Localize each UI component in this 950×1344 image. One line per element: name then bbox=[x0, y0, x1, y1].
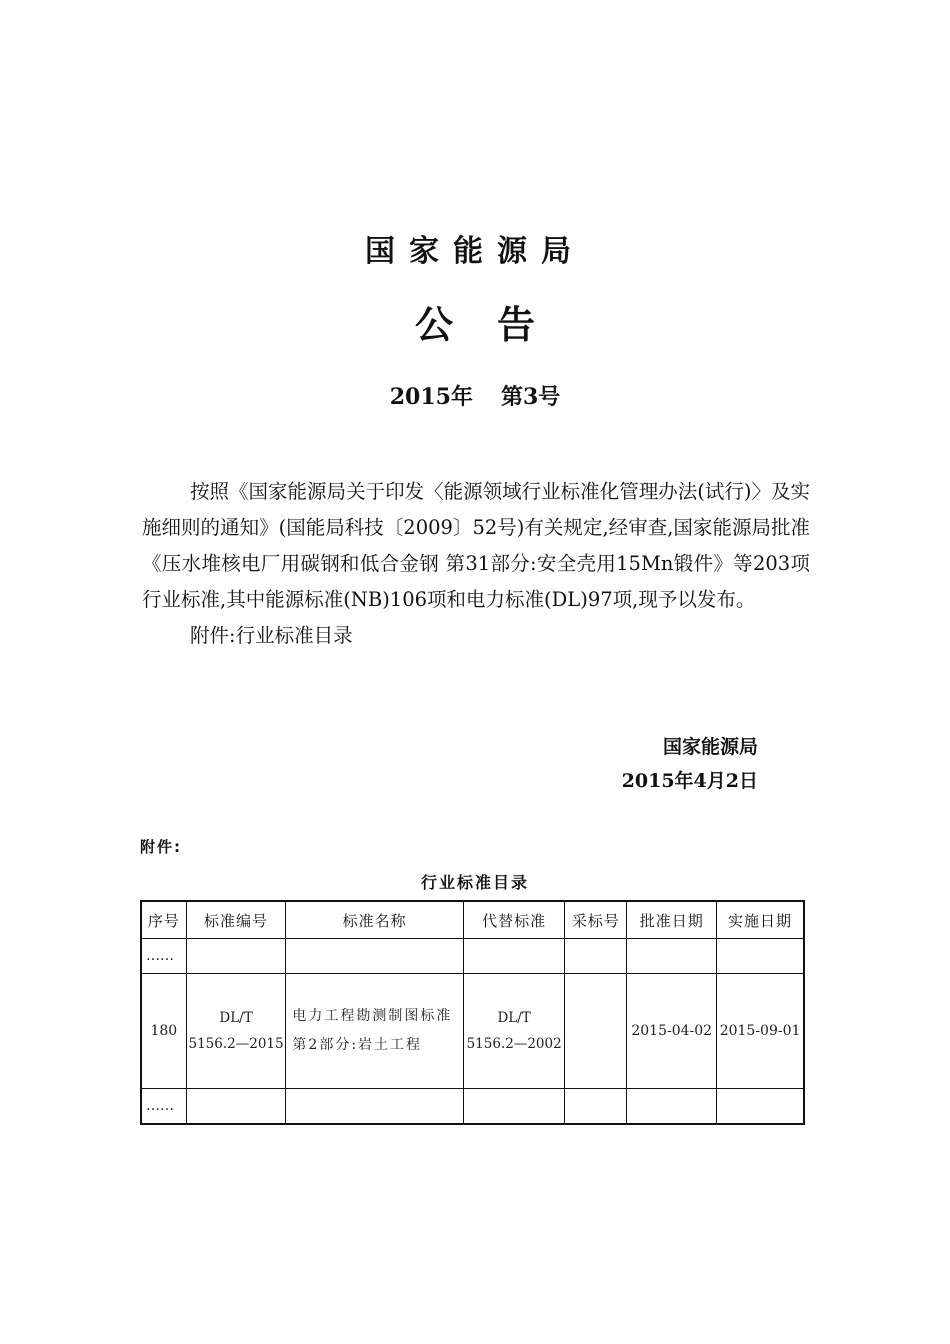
cell-seq: 180 bbox=[141, 974, 186, 1089]
col-code: 标准编号 bbox=[186, 901, 286, 939]
col-name: 标准名称 bbox=[286, 901, 463, 939]
notice-title: 公告 bbox=[414, 303, 579, 347]
code-line1: DL/T bbox=[219, 1010, 253, 1026]
col-replaces: 代替标准 bbox=[463, 901, 565, 939]
table-row-ellipsis bbox=[141, 1089, 804, 1125]
col-seq: 序号 bbox=[141, 901, 186, 939]
signature-date: 2015年4月2日 bbox=[621, 770, 758, 792]
cell-implemented: 2015-09-01 bbox=[717, 974, 804, 1089]
issue-number bbox=[0, 380, 950, 411]
code-line2: 5156.2—2015 bbox=[188, 1036, 284, 1052]
notice-body bbox=[142, 474, 810, 654]
replaces-line1: DL/T bbox=[497, 1010, 531, 1026]
ellipsis-cell: …… bbox=[141, 1089, 186, 1125]
ellipsis-cell: …… bbox=[141, 939, 186, 974]
issue-seq: 第3号 bbox=[500, 384, 561, 410]
cell-approved: 2015-04-02 bbox=[627, 974, 717, 1089]
replaces-line2: 5156.2—2002 bbox=[466, 1036, 562, 1052]
table-row-ellipsis bbox=[141, 939, 804, 974]
signature-org: 国家能源局 bbox=[662, 736, 758, 758]
col-approved: 批准日期 bbox=[627, 901, 717, 939]
attachment-label: 附件: bbox=[140, 838, 182, 856]
cell-replaces bbox=[463, 974, 565, 1089]
cell-name: 电力工程勘测制图标准 第2部分:岩土工程 bbox=[286, 974, 463, 1089]
standards-table bbox=[140, 900, 805, 1125]
table-row bbox=[141, 974, 804, 1089]
col-adopted: 采标号 bbox=[565, 901, 627, 939]
issue-year: 2015年 bbox=[389, 384, 473, 410]
table-header-row bbox=[141, 901, 804, 939]
agency-title: 国家能源局 bbox=[365, 234, 585, 269]
cell-adopted bbox=[565, 974, 627, 1089]
notice-paragraph: 按照《国家能源局关于印发〈能源领域行业标准化管理办法(试行)〉及实施细则的通知》(国能局科技〔2009〕52号)有关规定,经审查,国家能源局批准《压水堆核电厂用碳钢和低合金钢 第31部分:安全壳用15Mn锻件》等203项行业标准,其中能源标准(NB)106项和电力标准(DL)97项,现予以发布。 bbox=[142, 480, 810, 611]
attachment-line: 附件:行业标准目录 bbox=[190, 624, 353, 647]
table-title: 行业标准目录 bbox=[420, 873, 529, 892]
cell-code bbox=[186, 974, 286, 1089]
col-implemented: 实施日期 bbox=[717, 901, 804, 939]
